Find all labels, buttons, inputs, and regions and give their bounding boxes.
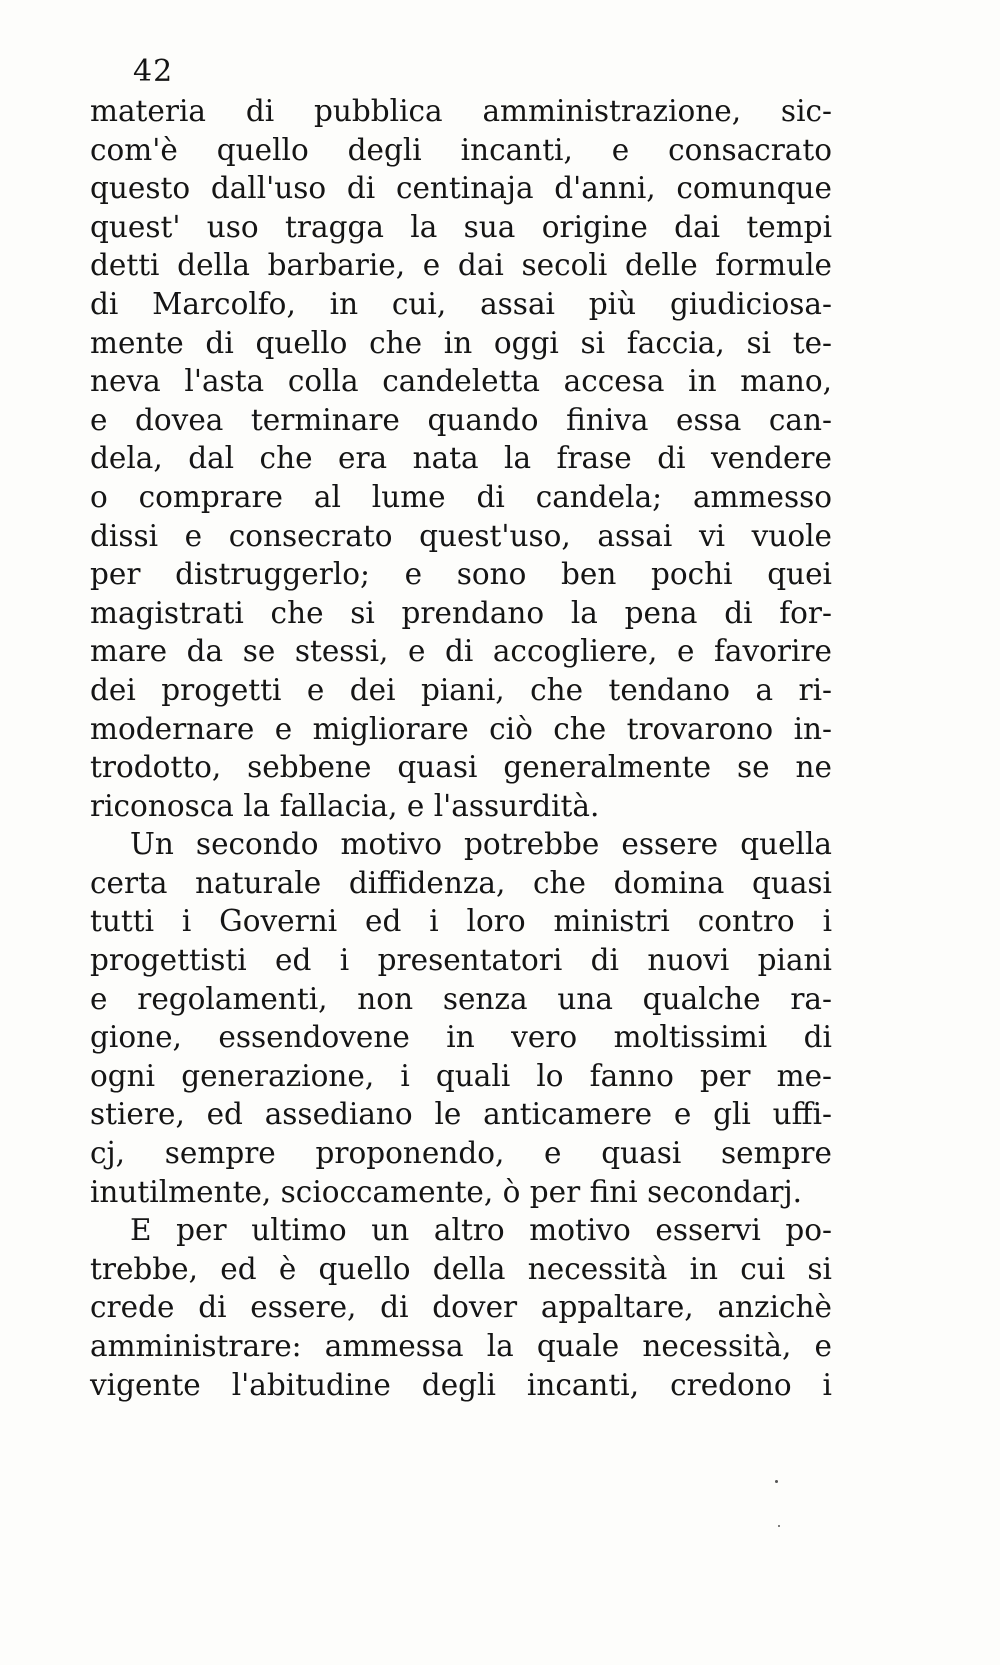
text-line: trodotto, sebbene quasi generalmente se ne xyxy=(90,750,832,785)
text-line: dei progetti e dei piani, che tendano a ri- xyxy=(90,672,832,707)
text-line: di Marcolfo, in cui, assai più giudiciosa- xyxy=(90,286,832,321)
body-text xyxy=(90,92,832,1404)
text-line: certa naturale diffidenza, che domina quasi xyxy=(90,865,832,900)
text-line: dissi e consecrato quest'uso, assai vi vuole xyxy=(90,518,832,553)
text-line: gione, essendovene in vero moltissimi di xyxy=(90,1020,832,1055)
paper-speck xyxy=(778,1525,780,1527)
text-line: crede di essere, di dover appaltare, anzichè xyxy=(90,1290,832,1325)
text-line: e regolamenti, non senza una qualche ra- xyxy=(90,981,832,1016)
text-line: neva l'asta colla candeletta accesa in mano, xyxy=(90,364,832,399)
text-line: detti della barbarie, e dai secoli delle formule xyxy=(90,248,832,283)
text-line: e dovea terminare quando finiva essa can- xyxy=(90,402,832,437)
paragraph-start-line: E per ultimo un altro motivo esservi po- xyxy=(130,1213,832,1248)
text-line: ogni generazione, i quali lo fanno per me- xyxy=(90,1058,832,1093)
text-line: amministrare: ammessa la quale necessità, e xyxy=(90,1329,832,1363)
text-line: dela, dal che era nata la frase di vendere xyxy=(90,441,832,476)
paragraph-end-line: riconosca la fallacia, e l'assurdità. xyxy=(90,788,600,823)
text-line: stiere, ed assediano le anticamere e gli uffi- xyxy=(90,1097,832,1132)
text-line: magistrati che si prendano la pena di for- xyxy=(90,595,832,630)
text-line: mare da se stessi, e di accogliere, e favorire xyxy=(90,634,832,669)
paragraph-end-line: inutilmente, scioccamente, ò per fini secondarj. xyxy=(90,1174,803,1209)
text-line: questo dall'uso di centinaja d'anni, comunque xyxy=(90,171,832,206)
text-line: quest' uso tragga la sua origine dai tempi xyxy=(90,209,832,244)
text-line: mente di quello che in oggi si faccia, si te- xyxy=(90,325,832,360)
text-line: cj, sempre proponendo, e quasi sempre xyxy=(90,1136,832,1171)
text-line: tutti i Governi ed i loro ministri contro i xyxy=(90,904,832,939)
paragraph-start-line: Un secondo motivo potrebbe essere quella xyxy=(130,827,832,862)
paper-speck xyxy=(775,1480,778,1483)
text-line: o comprare al lume di candela; ammesso xyxy=(90,479,832,514)
text-line: com'è quello degli incanti, e consacrato xyxy=(90,132,832,167)
text-line: trebbe, ed è quello della necessità in cui si xyxy=(90,1251,832,1286)
text-line: materia di pubblica amministrazione, sic- xyxy=(90,94,832,128)
text-line: modernare e migliorare ciò che trovarono in- xyxy=(90,711,832,746)
page-number: 42 xyxy=(133,54,174,89)
text-line: per distruggerlo; e sono ben pochi quei xyxy=(90,557,832,592)
text-line: progettisti ed i presentatori di nuovi piani xyxy=(90,943,832,978)
text-line: vigente l'abitudine degli incanti, credono i xyxy=(90,1367,832,1402)
